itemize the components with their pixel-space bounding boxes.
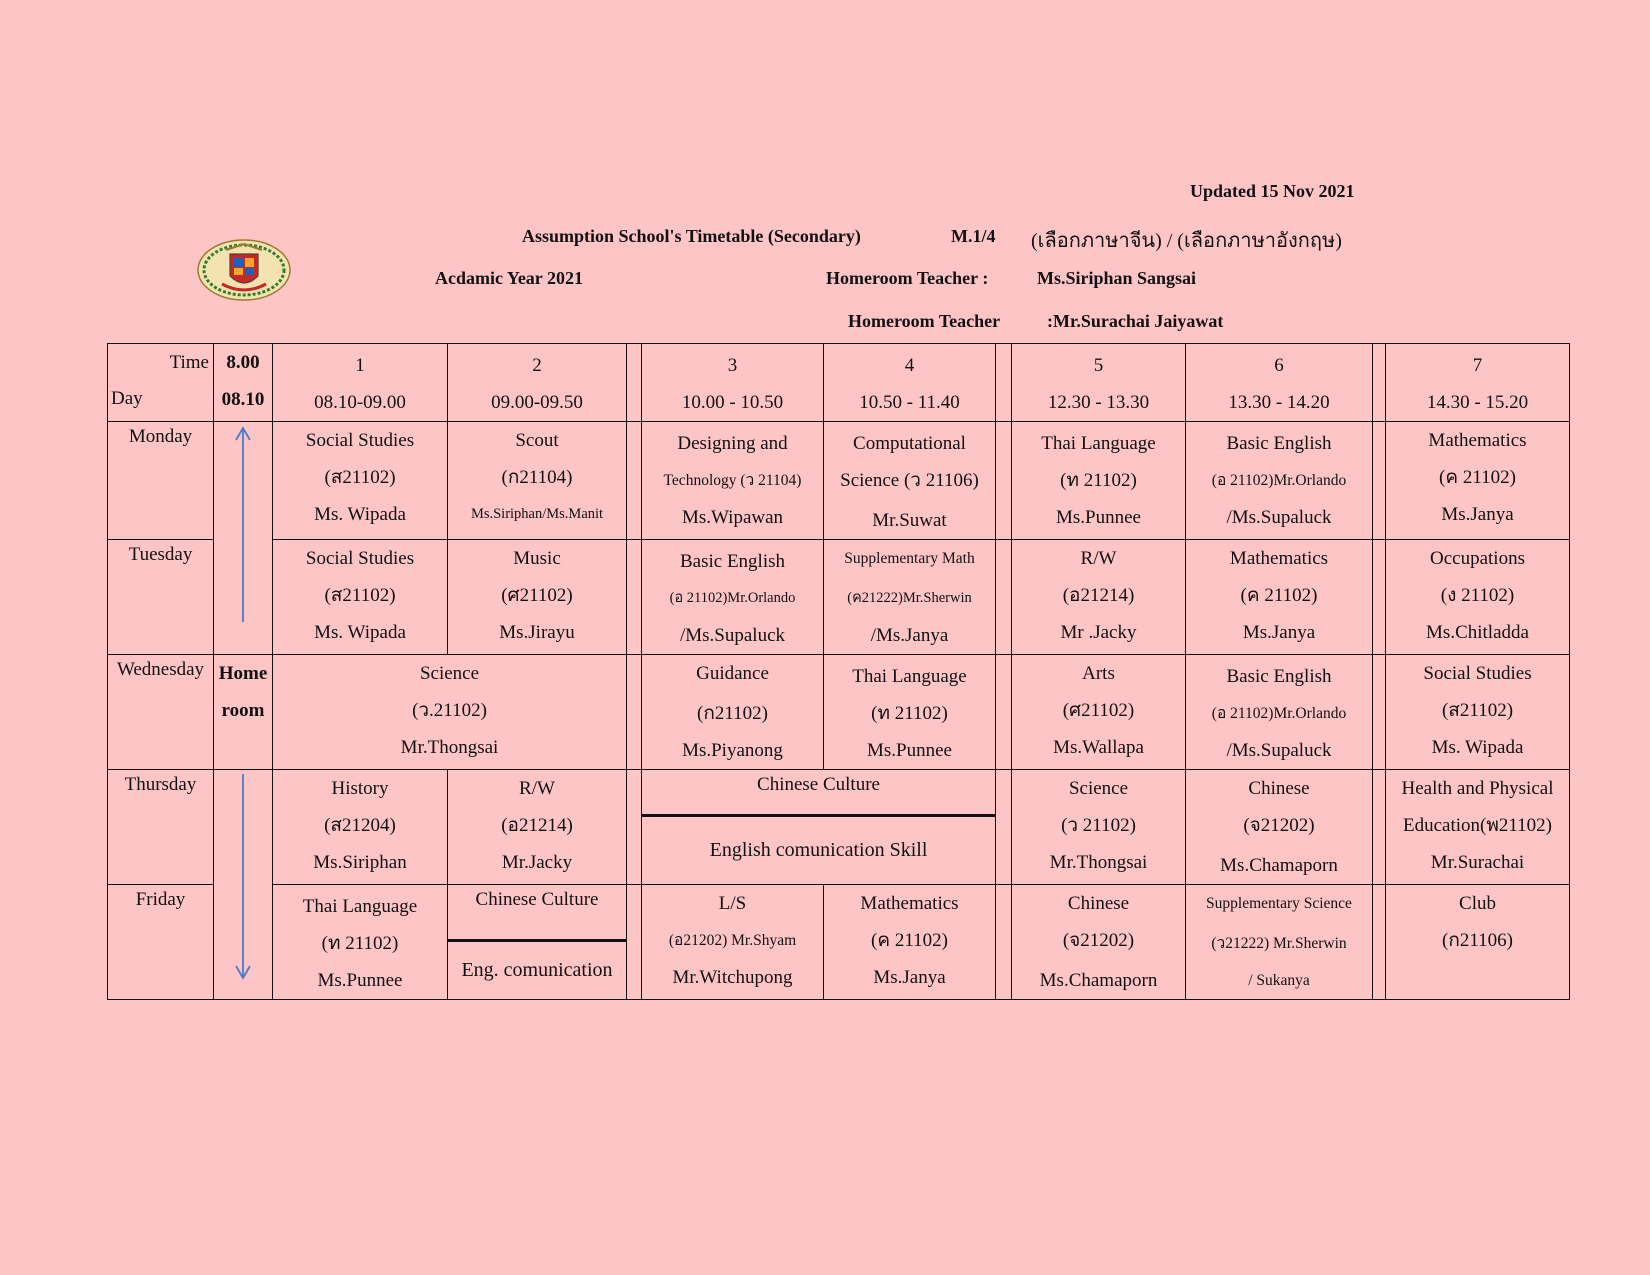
day-label-thursday: Thursday bbox=[108, 770, 214, 885]
course-code: (ค 21102) bbox=[1439, 467, 1516, 488]
course-code: (อ21214) bbox=[501, 815, 573, 836]
timetable bbox=[107, 343, 1570, 1000]
course-code: (ง 21102) bbox=[1440, 585, 1515, 606]
class-cell bbox=[1386, 655, 1570, 770]
subject: Chinese Culture bbox=[448, 885, 626, 942]
subject: Chinese bbox=[1067, 893, 1130, 914]
period-header bbox=[273, 344, 448, 422]
course-code: (ค21222)Mr.Sherwin bbox=[847, 590, 972, 606]
course-code: Education(พ21102) bbox=[1402, 815, 1552, 836]
course-code: (ส21102) bbox=[324, 585, 396, 606]
subject: Chinese Culture bbox=[642, 770, 995, 817]
course-code: Science (ว 21106) bbox=[840, 470, 979, 491]
teacher: Mr.Thongsai bbox=[1049, 852, 1148, 873]
class-cell bbox=[448, 422, 627, 540]
break-divider bbox=[627, 344, 642, 422]
subject: Scout bbox=[515, 430, 559, 451]
homeroom-arrow-top bbox=[214, 422, 273, 655]
subject: Club bbox=[1459, 893, 1496, 914]
class-cell bbox=[642, 422, 824, 540]
class-cell bbox=[1186, 655, 1373, 770]
break-divider bbox=[1373, 422, 1386, 540]
subject: Thai Language bbox=[1041, 433, 1156, 454]
teacher: Ms. Wipada bbox=[1431, 737, 1524, 758]
course-code: (ส21204) bbox=[324, 815, 396, 836]
page-title: Assumption School's Timetable (Secondary) bbox=[522, 226, 861, 246]
teacher: Ms.Wallapa bbox=[1053, 737, 1144, 758]
course-code: Technology (ว 21104) bbox=[663, 472, 802, 489]
subject: Thai Language bbox=[302, 896, 418, 917]
language-option: (เลือกภาษาจีน) / (เลือกภาษาอังกฤษ) bbox=[1031, 230, 1342, 252]
table-row bbox=[108, 885, 1570, 1000]
break-divider bbox=[996, 540, 1012, 655]
subject: Supplementary Math bbox=[844, 550, 975, 567]
break-divider bbox=[627, 540, 642, 655]
subject: Mathematics bbox=[1428, 430, 1527, 451]
subject: Social Studies bbox=[305, 430, 415, 451]
subject: History bbox=[331, 778, 389, 799]
course-code: (ก21106) bbox=[1442, 930, 1513, 951]
teacher bbox=[1386, 959, 1569, 996]
teacher: Ms.Siriphan/Ms.Manit bbox=[470, 506, 604, 522]
period-header bbox=[448, 344, 627, 422]
teacher: Ms.Chitladda bbox=[1426, 622, 1529, 643]
period-number: 2 bbox=[532, 355, 542, 376]
break-divider bbox=[996, 770, 1012, 885]
class-cell bbox=[1012, 655, 1186, 770]
homeroom-label-2: Homeroom Teacher bbox=[848, 311, 1001, 331]
day-label-friday: Friday bbox=[108, 885, 214, 1000]
teacher: Ms.Punnee bbox=[1056, 507, 1141, 528]
break-divider bbox=[627, 422, 642, 540]
period-header bbox=[1012, 344, 1186, 422]
day-label: Day bbox=[111, 388, 143, 409]
class-cell bbox=[1186, 885, 1373, 1000]
period-header bbox=[1386, 344, 1570, 422]
homeroom-label-cell bbox=[214, 655, 273, 770]
teacher: Ms. Wipada bbox=[314, 504, 406, 525]
up-arrow-icon bbox=[214, 422, 273, 642]
subject: Arts bbox=[1082, 663, 1115, 684]
period-number: 3 bbox=[727, 355, 738, 376]
subject: Guidance bbox=[696, 663, 769, 684]
break-divider bbox=[996, 422, 1012, 540]
subject: Music bbox=[513, 548, 561, 569]
academic-year: Acdamic Year 2021 bbox=[435, 268, 583, 288]
teacher: Ms.Janya bbox=[873, 967, 946, 988]
class-cell bbox=[273, 770, 448, 885]
course-code: (ว21222) Mr.Sherwin bbox=[1211, 935, 1347, 952]
header-row bbox=[108, 344, 1570, 422]
subject: Eng. comunication bbox=[461, 959, 613, 981]
class-cell bbox=[1386, 770, 1570, 885]
homeroom-teacher-2: :Mr.Surachai Jaiyawat bbox=[1047, 311, 1224, 331]
break-divider bbox=[627, 655, 642, 770]
course-code: (อ 21102)Mr.Orlando bbox=[669, 590, 796, 606]
table-row bbox=[108, 422, 1570, 540]
period-header bbox=[824, 344, 996, 422]
course-code: (ค 21102) bbox=[1240, 585, 1318, 606]
course-code: (จ21202) bbox=[1243, 815, 1315, 836]
subject: Mathematics bbox=[860, 893, 959, 914]
teacher: Ms. Wipada bbox=[314, 622, 406, 643]
class-cell bbox=[824, 422, 996, 540]
teacher: /Ms.Supaluck bbox=[679, 625, 786, 646]
homeroom-start: 8.00 bbox=[226, 352, 260, 373]
class-cell bbox=[1386, 422, 1570, 540]
teacher: Ms.Jirayu bbox=[499, 622, 575, 643]
homeroom-word: Home bbox=[218, 663, 268, 684]
course-code: (ส21102) bbox=[324, 467, 396, 488]
class-cell bbox=[273, 422, 448, 540]
teacher: /Ms.Janya bbox=[870, 625, 949, 646]
teacher: Ms.Punnee bbox=[867, 740, 952, 761]
homeroom-arrow-bottom bbox=[214, 770, 273, 1000]
teacher: Mr.Thongsai bbox=[400, 737, 499, 758]
break-divider bbox=[1373, 540, 1386, 655]
period-time: 10.00 - 10.50 bbox=[681, 392, 784, 413]
course-code: (จ21202) bbox=[1062, 930, 1135, 951]
class-cell bbox=[448, 540, 627, 655]
period-time: 08.10-09.00 bbox=[314, 392, 406, 413]
subject: Basic English bbox=[1226, 666, 1332, 687]
break-divider bbox=[627, 770, 642, 885]
subject: Occupations bbox=[1430, 548, 1525, 569]
class-cell bbox=[1012, 885, 1186, 1000]
period-number: 1 bbox=[355, 355, 365, 376]
teacher: Ms.Janya bbox=[1242, 622, 1316, 643]
table-row bbox=[108, 770, 1570, 885]
break-divider bbox=[996, 885, 1012, 1000]
homeroom-teacher-1: Ms.Siriphan Sangsai bbox=[1037, 268, 1197, 288]
teacher: Ms.Janya bbox=[1441, 504, 1514, 525]
teacher: Ms.Chamaporn bbox=[1220, 855, 1338, 876]
subject: English comunication Skill bbox=[709, 839, 928, 861]
course-code: (ว 21102) bbox=[1061, 815, 1136, 836]
table-row bbox=[108, 540, 1570, 655]
class-cell bbox=[273, 540, 448, 655]
teacher: Mr .Jacky bbox=[1060, 622, 1137, 643]
subject: Chinese bbox=[1248, 778, 1310, 799]
teacher: /Ms.Supaluck bbox=[1226, 740, 1332, 761]
teacher: Ms.Piyanong bbox=[682, 740, 783, 761]
day-label-tuesday: Tuesday bbox=[108, 540, 214, 655]
course-code: (ส21102) bbox=[1441, 700, 1514, 721]
course-code: (ก21104) bbox=[501, 467, 573, 488]
day-label-monday: Monday bbox=[108, 422, 214, 540]
class-cell bbox=[642, 655, 824, 770]
teacher: Ms.Punnee bbox=[317, 970, 403, 991]
class-cell-split bbox=[448, 885, 627, 1000]
class-cell bbox=[1012, 770, 1186, 885]
period-time: 10.50 - 11.40 bbox=[859, 392, 960, 413]
subject: L/S bbox=[718, 893, 747, 914]
homeroom-word: room bbox=[221, 700, 265, 721]
class-cell bbox=[1386, 885, 1570, 1000]
course-code: (ว.21102) bbox=[412, 700, 487, 721]
subject: R/W bbox=[519, 778, 555, 799]
break-divider bbox=[996, 655, 1012, 770]
break-divider bbox=[1373, 770, 1386, 885]
class-cell bbox=[824, 655, 996, 770]
class-cell bbox=[1012, 422, 1186, 540]
time-label: Time bbox=[169, 352, 209, 373]
teacher: Mr.Suwat bbox=[872, 510, 947, 531]
period-time: 09.00-09.50 bbox=[491, 392, 583, 413]
subject: Health and Physical bbox=[1401, 778, 1554, 799]
teacher: Mr.Witchupong bbox=[672, 967, 793, 988]
subject: Designing and bbox=[677, 433, 788, 454]
subject: R/W bbox=[1080, 548, 1117, 569]
class-cell bbox=[273, 885, 448, 1000]
updated-date: Updated 15 Nov 2021 bbox=[1190, 181, 1355, 201]
class-cell bbox=[1186, 770, 1373, 885]
period-header bbox=[1186, 344, 1373, 422]
class-cell bbox=[448, 770, 627, 885]
class-cell-split bbox=[642, 770, 996, 885]
subject: Supplementary Science bbox=[1206, 895, 1352, 912]
class-cell bbox=[1186, 422, 1373, 540]
period-number: 6 bbox=[1274, 355, 1284, 376]
teacher: Ms.Siriphan bbox=[313, 852, 407, 873]
class-cell bbox=[1012, 540, 1186, 655]
period-number: 5 bbox=[1093, 355, 1104, 376]
teacher: Mr.Jacky bbox=[501, 852, 573, 873]
homeroom-label: Homeroom Teacher : bbox=[826, 268, 989, 288]
course-code: (ท 21102) bbox=[1060, 470, 1137, 491]
subject: Social Studies bbox=[1423, 663, 1532, 684]
course-code: (ค 21102) bbox=[871, 930, 948, 951]
class-cell bbox=[824, 885, 996, 1000]
subject: Science bbox=[419, 663, 480, 684]
course-code: (ท 21102) bbox=[321, 933, 399, 954]
homeroom-end: 08.10 bbox=[221, 389, 265, 410]
course-code: (ก21102) bbox=[697, 703, 768, 724]
down-arrow-icon bbox=[214, 770, 273, 990]
class-name: M.1/4 bbox=[951, 226, 996, 246]
course-code: (อ 21102)Mr.Orlando bbox=[1211, 705, 1347, 722]
course-code: (อ 21102)Mr.Orlando bbox=[1211, 472, 1347, 489]
subject: Social Studies bbox=[305, 548, 415, 569]
course-code: (ศ21102) bbox=[501, 585, 573, 606]
time-day-header bbox=[108, 344, 214, 422]
period-number: 4 bbox=[904, 355, 915, 376]
subject: Mathematics bbox=[1229, 548, 1329, 569]
break-divider bbox=[1373, 655, 1386, 770]
teacher: Ms.Chamaporn bbox=[1039, 970, 1158, 991]
period-number: 7 bbox=[1472, 355, 1483, 376]
break-divider bbox=[996, 344, 1012, 422]
school-logo-icon bbox=[196, 238, 292, 302]
period-header bbox=[642, 344, 824, 422]
break-divider bbox=[1373, 344, 1386, 422]
class-cell bbox=[642, 540, 824, 655]
class-cell bbox=[824, 540, 996, 655]
teacher: /Ms.Supaluck bbox=[1226, 507, 1332, 528]
class-cell bbox=[273, 655, 627, 770]
course-code: (ท 21102) bbox=[871, 703, 948, 724]
table-row bbox=[108, 655, 1570, 770]
subject: Thai Language bbox=[852, 666, 967, 687]
class-cell bbox=[1186, 540, 1373, 655]
day-label-wednesday: Wednesday bbox=[108, 655, 214, 770]
period-time: 12.30 - 13.30 bbox=[1047, 392, 1150, 413]
teacher: / Sukanya bbox=[1248, 972, 1310, 989]
class-cell bbox=[642, 885, 824, 1000]
break-divider bbox=[1373, 885, 1386, 1000]
subject: Computational bbox=[853, 433, 966, 454]
period-time: 13.30 - 14.20 bbox=[1228, 392, 1330, 413]
subject: Basic English bbox=[679, 551, 786, 572]
subject: Basic English bbox=[1226, 433, 1332, 454]
course-code: (อ21202) Mr.Shyam bbox=[668, 932, 797, 949]
class-cell bbox=[1386, 540, 1570, 655]
course-code: (ศ21102) bbox=[1062, 700, 1135, 721]
teacher: Mr.Surachai bbox=[1430, 852, 1525, 873]
subject: Science bbox=[1068, 778, 1129, 799]
homeroom-time-header bbox=[214, 344, 273, 422]
period-time: 14.30 - 15.20 bbox=[1426, 392, 1529, 413]
break-divider bbox=[627, 885, 642, 1000]
course-code: (อ21214) bbox=[1062, 585, 1135, 606]
teacher: Ms.Wipawan bbox=[681, 507, 784, 528]
